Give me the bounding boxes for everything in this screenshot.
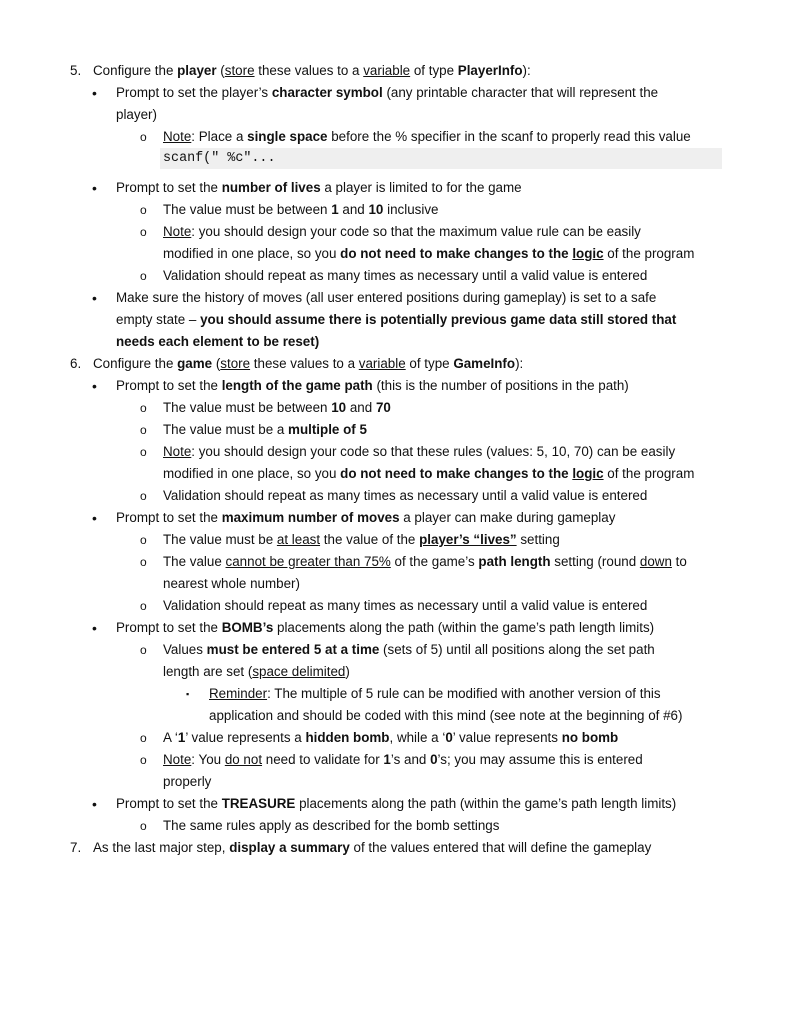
step5-number: 5.	[70, 63, 82, 78]
list-item: o Note: you should design your code so that the maximum value rule can be easily	[0, 221, 791, 243]
bullet-icon: •	[92, 620, 97, 636]
list-item: o The value must be between 10 and 70	[0, 397, 791, 419]
code-snippet: scanf(" %c"...	[163, 151, 276, 166]
bullet-icon: o	[140, 225, 147, 239]
bullet-icon: •	[92, 510, 97, 526]
bullet-icon: o	[140, 130, 147, 144]
list-item: o A ‘1’ value represents a hidden bomb, while a ‘0’ value represents no bomb	[0, 727, 791, 749]
list-item: • Prompt to set the player’s character symbol (any printable character that will represent the	[0, 82, 791, 104]
step7-number: 7.	[70, 840, 82, 855]
list-item: • Prompt to set the TREASURE placements along the path (within the game’s path length limits)	[0, 793, 791, 815]
list-item: • Prompt to set the number of lives a player is limited to for the game	[0, 177, 791, 199]
list-item: o Validation should repeat as many times as necessary until a valid value is entered	[0, 485, 791, 507]
document-page: 5. Configure the player (store these values to a variable of type PlayerInfo): • Prompt to set the player’s character symbol (any printable character that will represent the player) o Note: Place a single space before the % specifier in the scanf to properly read this value scanf(" %c"... • Prompt to set the number of lives a player is limited to for the game o The value must be between 1 and 10 inclusive o Note: you should design your code so that the maximum value rule can be easily modified in one place, so you do not need to make changes to the logic of the program o Validation should repeat as many times as necessary until a valid value is entered • Make sure the history of moves (all user entered positions during gameplay) is set to a safe empty state – you should assume there is potentially previous game data still stored that needs each element to be reset) 6. Configure the game (store these values to a variable of type GameInfo): • Prompt to set the length of the game path (this is the number of positions in the path) o The value must be between 10 and 70 o The value must be a multiple of 5 o Note: you should design your code so that these rules (values: 5, 10, 70) can be easily modified in one place, so you do not need to make changes to the logic of the program o Validation should repeat as many times as necessary until a valid value is entered • Prompt to set the maximum number of moves a player can make during gameplay o The value must be at least the value of the player’s “lives” setting o The value cannot be greater than 75% of the game’s path length setting (round down to nearest whole number) o Validation should repeat as many times as necessary until a valid value is entered • Prompt to set the BOMB’s placements along the path (within the game’s path length limits) o Values must be entered 5 at a time (sets of 5) until all positions along the set path length are set (space delimited) ▪ Reminder: The multiple of 5 rule can be modified with another version of this application and should be coded with this mind (see note at the beginning of #6) o A ‘1’ value represents a hidden bomb, while a ‘0’ value represents no bomb o Note: You do not need to validate for 1’s and 0’s; you may assume this is entered properly • Prompt to set the TREASURE placements along the path (within the game’s path length limits) o The same rules apply as described for the bomb settings 7. As the last major step, display a summary of the values entered that will define the gameplay	[0, 60, 791, 859]
list-item: o Validation should repeat as many times as necessary until a valid value is entered	[0, 265, 791, 287]
bullet-icon: •	[92, 796, 97, 812]
list-item: o The value must be a multiple of 5	[0, 419, 791, 441]
bullet-icon: o	[140, 599, 147, 613]
list-item: • Prompt to set the maximum number of moves a player can make during gameplay	[0, 507, 791, 529]
step6-heading: 6. Configure the game (store these values to a variable of type GameInfo):	[0, 353, 791, 375]
bullet-icon: o	[140, 731, 147, 745]
list-item: o Values must be entered 5 at a time (sets of 5) until all positions along the set path	[0, 639, 791, 661]
bullet-icon: o	[140, 533, 147, 547]
bullet-icon: o	[140, 753, 147, 767]
list-item: • Prompt to set the BOMB’s placements along the path (within the game’s path length limits)	[0, 617, 791, 639]
list-item: o Note: you should design your code so that these rules (values: 5, 10, 70) can be easily	[0, 441, 791, 463]
bullet-icon: o	[140, 401, 147, 415]
bullet-icon: o	[140, 555, 147, 569]
bullet-icon: •	[92, 85, 97, 101]
list-item: o Note: You do not need to validate for 1’s and 0’s; you may assume this is entered	[0, 749, 791, 771]
bullet-icon: o	[140, 819, 147, 833]
code-line	[0, 148, 791, 170]
bullet-icon: •	[92, 290, 97, 306]
bullet-icon: •	[92, 378, 97, 394]
list-item: o Validation should repeat as many times as necessary until a valid value is entered	[0, 595, 791, 617]
step5-heading: 5. Configure the player (store these values to a variable of type PlayerInfo):	[0, 60, 791, 82]
square-bullet-icon: ▪	[186, 689, 190, 699]
bullet-icon: o	[140, 203, 147, 217]
bullet-icon: o	[140, 445, 147, 459]
list-item: o The value must be between 1 and 10 inclusive	[0, 199, 791, 221]
bullet-icon: o	[140, 423, 147, 437]
bullet-icon: o	[140, 269, 147, 283]
bullet-icon: o	[140, 489, 147, 503]
list-item: • Prompt to set the length of the game path (this is the number of positions in the path)	[0, 375, 791, 397]
list-item: o The value cannot be greater than 75% of the game’s path length setting (round down to	[0, 551, 791, 573]
bullet-icon: o	[140, 643, 147, 657]
step7-heading: 7. As the last major step, display a summary of the values entered that will define the gameplay	[0, 837, 791, 859]
list-item: o The same rules apply as described for the bomb settings	[0, 815, 791, 837]
list-item: • Make sure the history of moves (all user entered positions during gameplay) is set to a safe	[0, 287, 791, 309]
step6-number: 6.	[70, 356, 82, 371]
bullet-icon: •	[92, 180, 97, 196]
list-item: ▪ Reminder: The multiple of 5 rule can be modified with another version of this	[0, 683, 791, 705]
list-item: o Note: Place a single space before the % specifier in the scanf to properly read this value	[0, 126, 791, 148]
list-item: o The value must be at least the value of the player’s “lives” setting	[0, 529, 791, 551]
